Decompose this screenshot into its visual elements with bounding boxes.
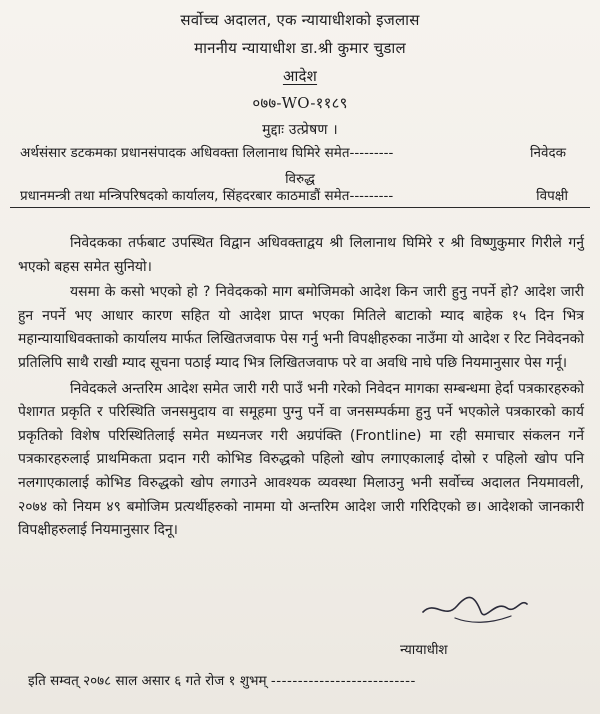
respondent-name: प्रधानमन्त्री तथा मन्त्रिपरिषदको कार्यालय, सिंहदरबार काठमाडौं समेत--------- (20, 188, 394, 204)
case-subject: मुद्दाः उत्प्रेषण । (262, 122, 338, 138)
judge-name: माननीय न्यायाधीश डा.श्री कुमार चुडाल (194, 39, 406, 57)
paragraph-show-cause: यसमा के कसो भएको हो ? निवेदकको माग बमोजिमको आदेश किन जारी हुनु नपर्ने हो? आदेश जारी हुन नपर्ने भए आधार कारण सहित यो आदेश प्राप्त भएका मितिले बाटाको म्याद बाहेक १५ दिन भित्र महान्यायाधिवक्ताको कार्यालय मार्फत लिखितजवाफ पेस गर्नु भनी विपक्षीहरुका नाउँमा यो आदेश र रिट निवेदनको प्रतिलिपि साथै राखी म्याद सूचना पठाई म्याद भित्र लिखितजवाफ परे वा अवधि नाघे पछि नियमानुसार पेस गर्नू। (18, 284, 584, 371)
case-number: ०७७-WO-११८९ (252, 94, 348, 112)
order-title: आदेश (282, 67, 318, 85)
judge-signature (415, 590, 535, 630)
respondent-role: विपक्षी (536, 188, 568, 204)
date-dashes: --------------------------- (270, 673, 416, 689)
versus-label: विरुद्ध (285, 171, 315, 187)
paragraph-hearing: निवेदकका तर्फबाट उपस्थित विद्वान अधिवक्ताद्वय श्री लिलानाथ घिमिरे र श्री विष्णुकुमार गिरीले गर्नु भएको बहस समेत सुनियो। (18, 235, 584, 275)
paragraph-interim-order: निवेदकले अन्तरिम आदेश समेत जारी गरी पाउँ भनी गरेको निवेदन मागका सम्बन्धमा हेर्दा पत्रकारहरुको पेशागत प्रकृति र परिस्थिति जनसमुदाय वा समूहमा पुग्नु पर्ने वा जनसम्पर्कमा हुनु पर्ने भएकोले पत्रकारको कार्य प्रकृतिको विशेष परिस्थितिलाई समेत मध्यनजर गरी अग्रपंक्ति (Frontline) मा रही समाचार संकलन गर्ने पत्रकारहरुलाई प्राथमिकता प्रदान गरी कोभिड विरुद्धको पहिलो खोप लगाएकालाई दोस्रो र पहिलो खोप पनि नलगाएकालाई कोभिड विरुद्धको खोप लगाउने आवश्यक व्यवस्था मिलाउनु भनी सर्वोच्च अदालत नियमावली, २०७४ को नियम ४९ बमोजिम प्रत्यर्थीहरुको नाममा यो अन्तरिम आदेश जारी गरिदिएको छ। आदेशको जानकारी विपक्षीहरुलाई नियमानुसार दिनू। (18, 380, 584, 539)
date-text: इति सम्वत् २०७८ साल असार ६ गते रोज १ शुभम् (28, 673, 267, 689)
divider-line (10, 207, 590, 208)
order-body (18, 232, 584, 545)
judge-label: न्यायाधीश (400, 642, 448, 658)
court-name: सर्वोच्च अदालत, एक न्यायाधीशको इजलास (180, 11, 420, 29)
petitioner-name: अर्थसंसार डटकमका प्रधानसंपादक अधिवक्ता लिलानाथ घिमिरे समेत--------- (20, 145, 394, 161)
petitioner-row (20, 143, 578, 161)
date-line (28, 671, 416, 689)
petitioner-role: निवेदक (529, 145, 566, 161)
respondent-row (20, 186, 578, 204)
